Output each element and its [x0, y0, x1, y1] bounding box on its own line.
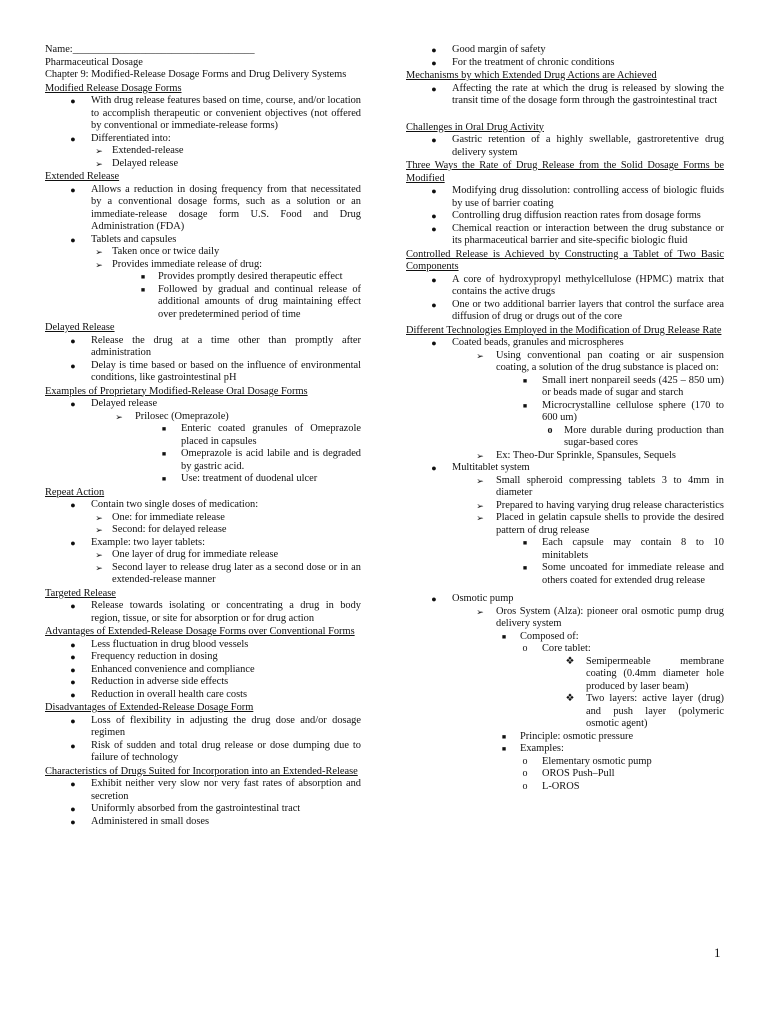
- square-item: ■ Each capsule may contain 8 to 10 minitablets: [406, 537, 724, 562]
- bullet-item: ● Frequency reduction in dosing: [45, 651, 361, 664]
- bullet-icon: ●: [431, 45, 437, 55]
- arrow-item: ➢ One layer of drug for immediate release: [45, 549, 361, 562]
- bullet-item: ● One or two additional barrier layers that control the surface area diffusion of drug or drugs out of the core: [406, 299, 724, 324]
- arrow-item: ➢ Placed in gelatin capsule shells to provide the desired pattern of drug release: [406, 512, 724, 537]
- bullet-icon: ●: [70, 740, 76, 751]
- square-item: ■ Small inert nonpareil seeds (425 – 850 um) or beads made of sugar and starch: [406, 375, 724, 400]
- arrow-bullet-icon: ➢: [95, 550, 103, 560]
- circle-bullet-icon: o: [547, 424, 553, 436]
- arrow-bullet-icon: ➢: [95, 259, 103, 270]
- square-item: ■ Use: treatment of duodenal ulcer: [45, 473, 361, 486]
- bullet-icon: ●: [431, 274, 437, 285]
- section-heading: Advantages of Extended-Release Dosage Forms over Conventional Forms: [45, 626, 355, 637]
- name-field-label: Name:___________________________________: [45, 44, 255, 55]
- arrow-bullet-icon: ➢: [95, 247, 103, 257]
- bullet-icon: ●: [431, 338, 437, 348]
- square-bullet-icon: ■: [140, 285, 146, 294]
- square-item: ■ Principle: osmotic pressure: [406, 731, 724, 744]
- arrow-bullet-icon: ➢: [95, 562, 103, 573]
- square-bullet-icon: ■: [522, 564, 528, 572]
- square-item: ■ Enteric coated granules of Omeprazole placed in capsules: [45, 423, 361, 448]
- square-bullet-icon: ■: [522, 376, 528, 385]
- section-heading: Controlled Release is Achieved by Constructing a Tablet of Two Basic Components: [406, 248, 724, 272]
- circle-bullet-icon: o: [522, 643, 528, 654]
- bullet-icon: ●: [70, 677, 76, 687]
- bullet-icon: ●: [70, 399, 76, 409]
- square-item: ■ Omeprazole is acid labile and is degraded by gastric acid.: [45, 448, 361, 473]
- bullet-icon: ●: [431, 135, 437, 145]
- bullet-icon: ●: [70, 184, 76, 195]
- arrow-bullet-icon: ➢: [95, 158, 103, 169]
- bullet-icon: ●: [70, 335, 76, 346]
- arrow-item: ➢ One: for immediate release: [45, 512, 361, 525]
- section-heading: Delayed Release: [45, 322, 115, 333]
- bullet-item: ● With drug release features based on time, course, and/or location to accomplish therapeutic or convenient objectives (not offered by conventional or immediate-release forms): [45, 95, 361, 133]
- arrow-item: ➢ Small spheroid compressing tablets 3 to 4mm in diameter: [406, 475, 724, 500]
- bullet-item: ● Modifying drug dissolution: controlling access of biologic fluids by use of barrier coating: [406, 185, 724, 210]
- section-heading: Characteristics of Drugs Suited for Incorporation into an Extended-Release: [45, 765, 358, 777]
- arrow-bullet-icon: ➢: [476, 350, 484, 361]
- square-item: ■ Microcrystalline cellulose sphere (170 to 600 um): [406, 400, 724, 425]
- circle-bullet-icon: o: [522, 755, 528, 767]
- circle-item: o OROS Push–Pull: [406, 768, 724, 781]
- bullet-item: ● Affecting the rate at which the drug is released by slowing the transit time of the dosage form through the gastrointestinal tract: [406, 83, 724, 108]
- bullet-item: ● Controlling drug diffusion reaction rates from dosage forms: [406, 210, 724, 223]
- bullet-icon: ●: [70, 500, 76, 510]
- square-bullet-icon: ■: [501, 745, 507, 753]
- bullet-item: ● Reduction in adverse side effects: [45, 676, 361, 689]
- square-bullet-icon: ■: [161, 425, 167, 433]
- section-heading: Different Technologies Employed in the Modification of Drug Release Rate: [406, 324, 722, 336]
- arrow-item: ➢ Ex: Theo-Dur Sprinkle, Spansules, Sequels: [406, 450, 724, 463]
- bullet-icon: ●: [431, 57, 437, 68]
- bullet-icon: ●: [70, 664, 76, 675]
- bullet-item: ● Administered in small doses: [45, 816, 361, 829]
- bullet-item: ● Loss of flexibility in adjusting the drug dose and/or dosage regimen: [45, 715, 361, 740]
- diamond-bullet-icon: ❖: [565, 693, 575, 704]
- bullet-item: ● Chemical reaction or interaction between the drug substance or its pharmaceutical barrier and site-specific biologic fluid: [406, 223, 724, 248]
- square-bullet-icon: ■: [522, 401, 528, 410]
- bullet-item: ● Delayed release: [45, 398, 361, 411]
- diamond-item: ❖ Two layers: active layer (drug) and push layer (polymeric osmotic agent): [565, 693, 724, 729]
- bullet-item: ● Differentiated into:: [45, 133, 361, 146]
- bullet-icon: ●: [431, 223, 437, 234]
- bullet-icon: ●: [70, 537, 76, 548]
- bullet-item: ● Delay is time based or based on the influence of environmental conditions, like gastrointestinal pH: [45, 360, 361, 385]
- bullet-item: ● Release the drug at a time other than promptly after administration: [45, 335, 361, 360]
- bullet-item: ● Release towards isolating or concentrating a drug in body region, tissue, or site for absorption or for drug action: [45, 600, 361, 625]
- circle-item: o Core tablet:: [406, 643, 724, 656]
- bullet-icon: ●: [431, 186, 437, 196]
- bullet-icon: ●: [70, 689, 76, 700]
- square-item: ■ Provides promptly desired therapeutic effect: [45, 271, 361, 284]
- square-item: ■ Composed of:: [406, 631, 724, 644]
- section-heading: Disadvantages of Extended-Release Dosage Form: [45, 702, 254, 713]
- square-bullet-icon: ■: [140, 273, 146, 281]
- bullet-icon: ●: [70, 804, 76, 814]
- bullet-icon: ●: [70, 816, 76, 827]
- bullet-icon: ●: [70, 96, 76, 106]
- square-bullet-icon: ■: [501, 632, 507, 641]
- square-item: ■ Examples:: [406, 743, 724, 756]
- arrow-bullet-icon: ➢: [476, 475, 484, 486]
- square-bullet-icon: ■: [501, 732, 507, 741]
- arrow-bullet-icon: ➢: [476, 450, 484, 461]
- bullet-icon: ●: [431, 463, 437, 473]
- course-title: Pharmaceutical Dosage: [45, 56, 143, 68]
- bullet-icon: ●: [431, 211, 437, 221]
- bullet-icon: ●: [70, 652, 76, 662]
- bullet-item: ● Example: two layer tablets:: [45, 537, 361, 550]
- arrow-item: ➢ Extended-release: [45, 145, 361, 158]
- arrow-item: ➢ Prepared to having varying drug release characteristics: [406, 500, 724, 513]
- right-column: [406, 44, 724, 793]
- bullet-icon: ●: [431, 594, 437, 604]
- bullet-item: ● Risk of sudden and total drug release or dose dumping due to failure of technology: [45, 740, 361, 765]
- section-heading: Three Ways the Rate of Drug Release from the Solid Dosage Forms be Modified: [406, 160, 724, 184]
- bullet-item: ● Osmotic pump: [406, 593, 724, 606]
- bullet-item: ● Enhanced convenience and compliance: [45, 664, 361, 677]
- diamond-bullet-icon: ❖: [565, 655, 575, 667]
- bullet-icon: ●: [70, 601, 76, 611]
- section-heading: Examples of Proprietary Modified-Release Oral Dosage Forms: [45, 385, 308, 397]
- square-item: ■ Followed by gradual and continual release of additional amounts of drug maintaining effect over predetermined period of time: [45, 284, 361, 322]
- bullet-icon: ●: [70, 779, 76, 789]
- arrow-bullet-icon: ➢: [476, 513, 484, 523]
- section-heading: Modified Release Dosage Forms: [45, 82, 182, 94]
- bullet-icon: ●: [70, 234, 76, 245]
- circle-item: o L-OROS: [406, 781, 724, 794]
- bullet-icon: ●: [431, 299, 437, 310]
- square-bullet-icon: ■: [161, 475, 167, 483]
- arrow-bullet-icon: ➢: [95, 146, 103, 156]
- bullet-item: ● Allows a reduction in dosing frequency from that necessitated by a conventional dosage forms, such as a solution or an immediate-release dosage form U.S. Food and Drug Administration (FDA): [45, 184, 361, 234]
- arrow-bullet-icon: ➢: [476, 606, 484, 617]
- bullet-item: ● Tablets and capsules: [45, 234, 361, 247]
- arrow-item: ➢ Second layer to release drug later as a second dose or in an extended-release manner: [45, 562, 361, 587]
- bullet-item: ● Less fluctuation in drug blood vessels: [45, 639, 361, 652]
- bullet-item: ● Reduction in overall health care costs: [45, 689, 361, 702]
- page-number: 1: [714, 945, 721, 960]
- bullet-item: ● Gastric retention of a highly swellable, gastroretentive drug delivery system: [406, 134, 724, 159]
- bullet-icon: ●: [70, 360, 76, 371]
- circle-item: o More durable during production than sugar-based cores: [406, 425, 724, 450]
- bullet-item: ● Contain two single doses of medication:: [45, 499, 361, 512]
- circle-bullet-icon: o: [522, 780, 528, 792]
- bullet-icon: ●: [431, 83, 437, 94]
- bullet-icon: ●: [70, 133, 76, 144]
- bullet-item: ● Multitablet system: [406, 462, 724, 475]
- circle-item: o Elementary osmotic pump: [406, 756, 724, 769]
- arrow-bullet-icon: ➢: [95, 525, 103, 535]
- bullet-item: ● Exhibit neither very slow nor very fast rates of absorption and secretion: [45, 778, 361, 803]
- section-heading: Repeat Action: [45, 486, 105, 498]
- section-heading: Targeted Release: [45, 587, 116, 599]
- section-heading: Extended Release: [45, 171, 120, 182]
- arrow-bullet-icon: ➢: [95, 512, 103, 523]
- bullet-item: ● For the treatment of chronic conditions: [406, 57, 724, 70]
- bullet-icon: ●: [70, 639, 76, 650]
- arrow-item: ➢ Provides immediate release of drug:: [45, 259, 361, 272]
- bullet-item: ● Uniformly absorbed from the gastrointestinal tract: [45, 803, 361, 816]
- bullet-item: ● Good margin of safety: [406, 44, 724, 57]
- arrow-item: ➢ Delayed release: [45, 158, 361, 171]
- chapter-title: Chapter 9: Modified-Release Dosage Forms and Drug Delivery Systems: [45, 69, 347, 80]
- diamond-item: ❖ Semipermeable membrane coating (0.4mm diameter hole produced by laser beam): [565, 655, 724, 692]
- square-bullet-icon: ■: [161, 450, 167, 458]
- arrow-item: ➢ Using conventional pan coating or air suspension coating, a solution of the drug substance is placed on:: [406, 350, 724, 375]
- section-heading: Challenges in Oral Drug Activity: [406, 121, 544, 133]
- left-column: [45, 44, 361, 828]
- arrow-item: ➢ Prilosec (Omeprazole): [45, 411, 361, 424]
- section-heading: Mechanisms by which Extended Drug Actions are Achieved: [406, 70, 657, 81]
- arrow-item: ➢ Taken once or twice daily: [45, 246, 361, 259]
- circle-bullet-icon: o: [522, 768, 528, 779]
- arrow-bullet-icon: ➢: [115, 411, 123, 422]
- arrow-bullet-icon: ➢: [476, 500, 484, 511]
- bullet-item: ● Coated beads, granules and microspheres: [406, 337, 724, 350]
- bullet-item: ● A core of hydroxypropyl methylcellulose (HPMC) matrix that contains the active drugs: [406, 274, 724, 299]
- square-item: ■ Some uncoated for immediate release and others coated for extended drug release: [406, 562, 724, 587]
- bullet-icon: ●: [70, 715, 76, 726]
- square-bullet-icon: ■: [522, 539, 528, 547]
- arrow-item: ➢ Oros System (Alza): pioneer oral osmotic pump drug delivery system: [406, 606, 724, 631]
- arrow-item: ➢ Second: for delayed release: [45, 524, 361, 537]
